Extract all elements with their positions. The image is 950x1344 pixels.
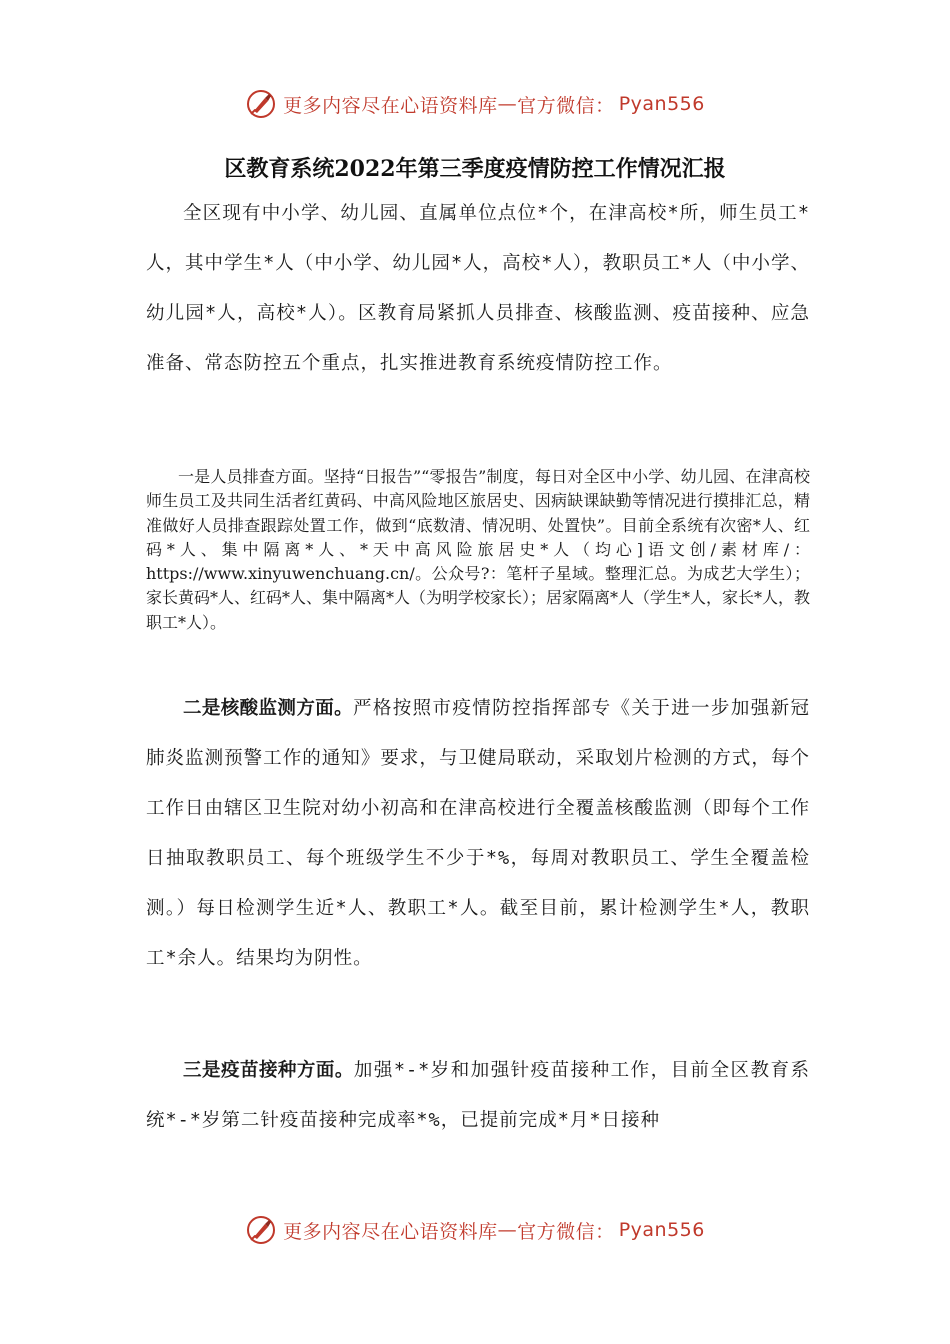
section-2-block [146, 684, 810, 984]
section-2-paragraph [146, 684, 810, 984]
intro-block [146, 189, 810, 389]
intro-paragraph: 全区现有中小学、幼儿园、直属单位点位*个，在津高校*所，师生员工*人，其中学生*人（中小学、幼儿园*人，高校*人），教职员工*人（中小学、幼儿园*人，高校*人）。区教育局紧抓人员排查、核酸监测、疫苗接种、应急准备、常态防控五个重点，扎实推进教育系统疫情防控工作。 [146, 203, 810, 374]
section-2-body: 严格按照市疫情防控指挥部专《关于进一步加强新冠肺炎监测预警工作的通知》要求，与卫健局联动，采取划片检测的方式，每个工作日由辖区卫生院对幼小初高和在津高校进行全覆盖核酸监测（即每个工作日抽取教职员工、每个班级学生不少于*%，每周对教职员工、学生全覆盖检测。）每日检测学生近*人、教职工*人。截至目前，累计检测学生*人，教职工*余人。结果均为阴性。 [146, 698, 810, 969]
watermark-wechat-label: 官方微信： [517, 94, 615, 117]
watermark-header [0, 84, 950, 124]
section-1-paragraph: 一是人员排查方面。坚持“日报告”“零报告”制度，每日对全区中小学、幼儿园、在津高校师生员工及共同生活者红黄码、中高风险地区旅居史、因病缺课缺勤等情况进行摸排汇总，精准做好人员排查跟踪处置工作，做到“底数清、情况明、处置快”。目前全系统有次密*人、红码*人、集中隔离*人、*天中高风险旅居史*人（均心]语文创/素材库/：https://www.xinyuwenchuang.cn/。公众号?：笔杆子星域。整理汇总。为成艺大学生）；家长黄码*人、红码*人、集中隔离*人（为明学校家长）；居家隔离*人（学生*人，家长*人，教职工*人）。 [146, 467, 811, 632]
watermark-footer [0, 1210, 950, 1250]
watermark-brand: 更多内容尽在心语资料库 [283, 94, 498, 117]
watermark-dash: — [497, 93, 518, 115]
section-1-block [146, 465, 810, 635]
section-3-body: 加强*-*岁和加强针疫苗接种工作，目前全区教育系统*-*岁第二针疫苗接种完成率*%，已提前完成*月*日接种 [146, 1060, 810, 1131]
watermark-wechat-id: Pyan556 [618, 93, 705, 115]
page-title: 区教育系统2022年第三季度疫情防控工作情况汇报 [224, 156, 726, 182]
section-3-block [146, 1046, 810, 1146]
watermark-wechat-id: Pyan556 [618, 1219, 705, 1241]
pen-nib-logo-icon [245, 1214, 277, 1246]
pen-nib-logo-icon [245, 88, 277, 120]
watermark-brand: 更多内容尽在心语资料库 [283, 1220, 498, 1243]
section-3-heading: 三是疫苗接种方面。 [183, 1060, 354, 1081]
watermark-dash: — [497, 1219, 518, 1241]
watermark-wechat-label: 官方微信： [517, 1220, 615, 1243]
section-2-heading: 二是核酸监测方面。 [183, 698, 353, 719]
section-3-paragraph [146, 1046, 810, 1146]
